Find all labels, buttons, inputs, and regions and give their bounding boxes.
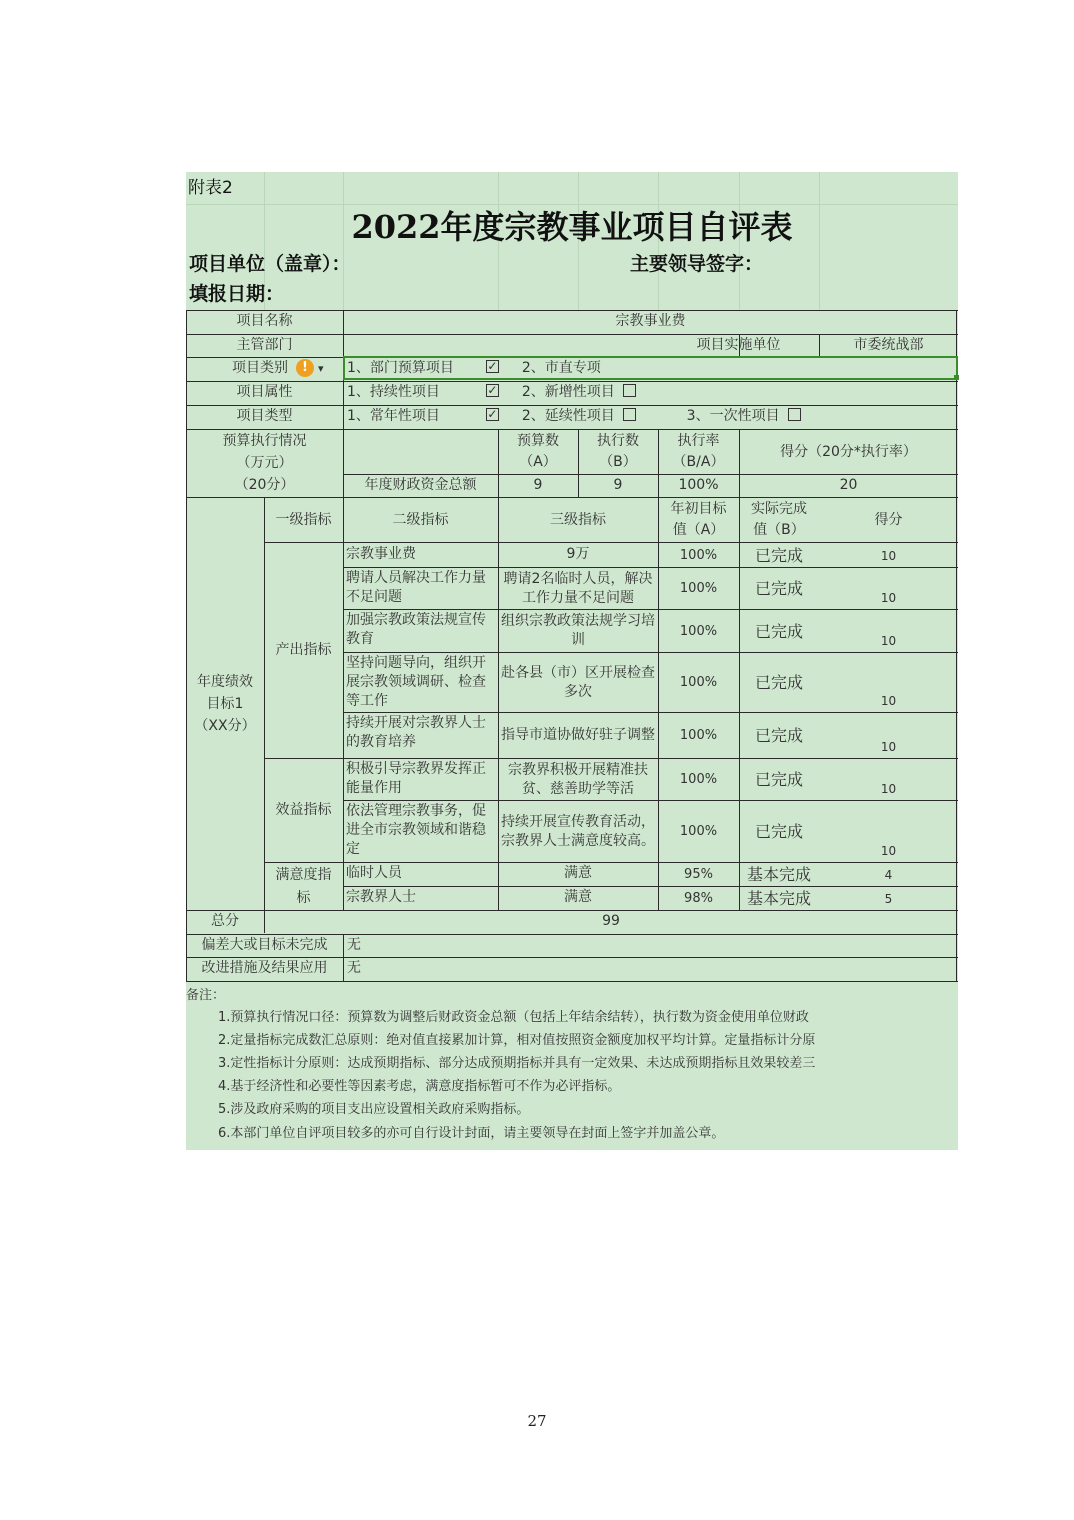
appendix-label: 附表2 <box>188 178 233 198</box>
goal-actual-cell: 基本完成 <box>746 865 811 884</box>
type-checkbox-1[interactable] <box>486 408 499 421</box>
goal-level2-cell: 临时人员 <box>346 865 402 881</box>
category-options[interactable] <box>344 358 954 379</box>
goal-score-cell: 5 <box>884 892 893 906</box>
note-1: 1.预算执行情况口径：预算数为调整后财政资金总额（包括上年结余结转），执行数为资金使用单位财政 <box>218 1010 809 1025</box>
notes-title: 备注： <box>186 988 226 1003</box>
category-label: 项目类别 <box>232 360 288 376</box>
note-3: 3.定性指标计分原则：达成预期指标、部分达成预期指标并具有一定效果、未达成预期指标且效果较差三 <box>218 1056 816 1071</box>
goals-side-label: 年度绩效目标1（XX分） <box>194 674 256 734</box>
leader-signature-label: 主要领导签字： <box>630 253 764 275</box>
warning-icon[interactable]: ! <box>296 359 314 377</box>
goal-target-cell: 100% <box>679 728 718 743</box>
deviation-value: 无 <box>347 937 361 953</box>
goal-target-cell: 95% <box>684 867 713 882</box>
attr-label: 项目属性 <box>236 384 293 400</box>
budget-col-rate: 执行率（B/A） <box>672 433 725 470</box>
dept-label: 主管部门 <box>236 337 293 353</box>
goal-target-cell: 100% <box>679 581 718 596</box>
fill-date-label: 填报日期： <box>189 283 285 305</box>
goal-level3-cell: 满意 <box>564 865 592 881</box>
output-indicator-label: 产出指标 <box>275 642 332 658</box>
goals-header-level2: 二级指标 <box>392 511 449 528</box>
goals-header-actual: 实际完成值（B） <box>751 501 807 538</box>
attr-option-1: 1、持续性项目 <box>347 384 440 400</box>
goal-level2-cell: 加强宗教政策法规宣传教育 <box>346 612 486 647</box>
goal-level3-cell: 满意 <box>564 889 592 905</box>
attr-checkbox-2[interactable] <box>623 384 636 397</box>
category-option-2: 2、市直专项 <box>521 360 601 376</box>
evaluation-sheet <box>186 172 958 1150</box>
goal-actual-cell: 基本完成 <box>746 889 811 908</box>
impl-unit-label: 项目实施单位 <box>696 337 781 353</box>
note-2: 2.定量指标完成数汇总原则：绝对值直接累加计算，相对值按照资金额度加权平均计算。定量指标计分原 <box>218 1033 816 1048</box>
improve-label: 改进措施及结果应用 <box>201 960 328 976</box>
goal-actual-cell: 已完成 <box>754 822 803 841</box>
goal-level3-cell: 指导市道协做好驻子调整 <box>501 727 655 743</box>
fill-handle[interactable] <box>954 375 959 380</box>
note-6: 6.本部门单位自评项目较多的亦可自行设计封面，请主要领导在封面上签字并加盖公章。 <box>218 1126 725 1141</box>
type-option-3: 3、一次性项目 <box>686 408 780 424</box>
goal-target-cell: 100% <box>679 623 718 639</box>
budget-col-a: 预算数（A） <box>517 433 559 470</box>
category-checkbox-1[interactable] <box>486 360 499 373</box>
budget-label <box>186 430 343 496</box>
attr-option-2: 2、新增性项目 <box>521 384 615 400</box>
goal-level3-cell: 聘请2名临时人员，解决工作力量不足问题 <box>503 570 653 606</box>
goal-actual-cell: 已完成 <box>754 673 803 692</box>
exec-value: 9 <box>613 477 623 493</box>
unit-seal-label: 项目单位（盖章）： <box>189 253 351 275</box>
budget-label-line2: （万元） <box>236 455 293 471</box>
goal-score-cell: 10 <box>880 844 897 858</box>
goal-target-cell: 100% <box>679 824 718 839</box>
goal-score-cell: 10 <box>880 591 897 605</box>
budget-label-line1: 预算执行情况 <box>222 433 307 449</box>
goal-actual-cell: 已完成 <box>754 770 803 789</box>
goals-header-level1: 一级指标 <box>275 511 332 528</box>
page-number: 27 <box>527 1412 547 1430</box>
goal-level3-cell: 持续开展宣传教育活动，宗教界人士满意度较高。 <box>501 813 655 849</box>
goal-score-cell: 10 <box>880 782 897 796</box>
goal-level3-cell: 9万 <box>566 546 590 562</box>
goal-actual-cell: 已完成 <box>754 579 803 598</box>
goal-level2-cell: 持续开展对宗教界人士的教育培养 <box>346 715 486 750</box>
goal-score-cell: 4 <box>884 868 893 882</box>
goal-level3-cell: 赴各县（市）区开展检查多次 <box>501 664 655 700</box>
goal-level2-cell: 宗教事业费 <box>346 546 416 562</box>
type-option-1: 1、常年性项目 <box>347 408 440 424</box>
project-name-label: 项目名称 <box>236 313 293 329</box>
total-value: 99 <box>602 913 620 929</box>
goals-header-level3: 三级指标 <box>550 511 606 528</box>
satisfaction-indicator-label: 满意度指标 <box>275 866 332 906</box>
budget-label-line3: （20分） <box>234 477 295 493</box>
goal-score-cell: 10 <box>880 740 897 754</box>
goal-level2-cell: 积极引导宗教界发挥正能量作用 <box>346 761 486 796</box>
rate-value: 100% <box>678 477 719 493</box>
budget-col-b: 执行数（B） <box>597 433 639 470</box>
note-4: 4.基于经济性和必要性等因素考虑，满意度指标暂可不作为必评指标。 <box>218 1079 621 1094</box>
goals-header-score: 得分 <box>874 511 903 528</box>
goal-target-cell: 100% <box>679 675 718 690</box>
type-option-2: 2、延续性项目 <box>521 408 615 424</box>
note-5: 5.涉及政府采购的项目支出应设置相关政府采购指标。 <box>218 1102 530 1117</box>
budget-score-value: 20 <box>839 477 858 493</box>
budget-row-label: 年度财政资金总额 <box>364 477 477 493</box>
chevron-down-icon[interactable]: ▾ <box>318 362 324 375</box>
budget-col-score: 得分（20分*执行率） <box>780 443 917 460</box>
type-checkbox-2[interactable] <box>623 408 636 421</box>
total-label: 总分 <box>211 913 239 929</box>
project-name-value: 宗教事业费 <box>615 313 686 329</box>
goal-level2-cell: 聘请人员解决工作力量不足问题 <box>346 570 486 605</box>
goal-level2-cell: 依法管理宗教事务，促进全市宗教领域和谐稳定 <box>346 803 486 857</box>
benefit-indicator-label: 效益指标 <box>275 802 332 818</box>
goal-level2-cell: 坚持问题导向，组织开展宗教领域调研、检查等工作 <box>346 655 486 709</box>
goal-score-cell: 10 <box>880 549 897 563</box>
category-option-1: 1、部门预算项目 <box>347 360 454 376</box>
type-checkbox-3[interactable] <box>788 408 801 421</box>
type-options <box>344 406 954 427</box>
goal-target-cell: 100% <box>679 548 718 563</box>
goal-score-cell: 10 <box>880 634 897 648</box>
goal-level2-cell: 宗教界人士 <box>346 889 416 905</box>
goal-level3-cell: 组织宗教政策法规学习培训 <box>501 613 655 648</box>
goal-level3-cell: 宗教界积极开展精准扶贫、慈善助学等活 <box>508 761 648 797</box>
form-title: 2022年度宗教事业项目自评表 <box>351 208 793 246</box>
improve-value: 无 <box>347 960 361 976</box>
category-row-header <box>186 358 343 381</box>
goal-target-cell: 100% <box>679 772 718 787</box>
goal-actual-cell: 已完成 <box>754 546 803 565</box>
attr-options <box>344 382 954 403</box>
goal-score-cell: 10 <box>880 694 897 708</box>
budget-value: 9 <box>533 477 543 493</box>
goal-actual-cell: 已完成 <box>754 726 803 745</box>
goal-actual-cell: 已完成 <box>754 621 803 641</box>
deviation-label: 偏差大或目标未完成 <box>201 937 328 953</box>
goals-header-target: 年初目标值（A） <box>670 501 727 538</box>
goal-target-cell: 98% <box>684 891 713 906</box>
type-label: 项目类型 <box>236 408 293 424</box>
attr-checkbox-1[interactable] <box>486 384 499 397</box>
impl-unit-value: 市委统战部 <box>853 337 924 353</box>
